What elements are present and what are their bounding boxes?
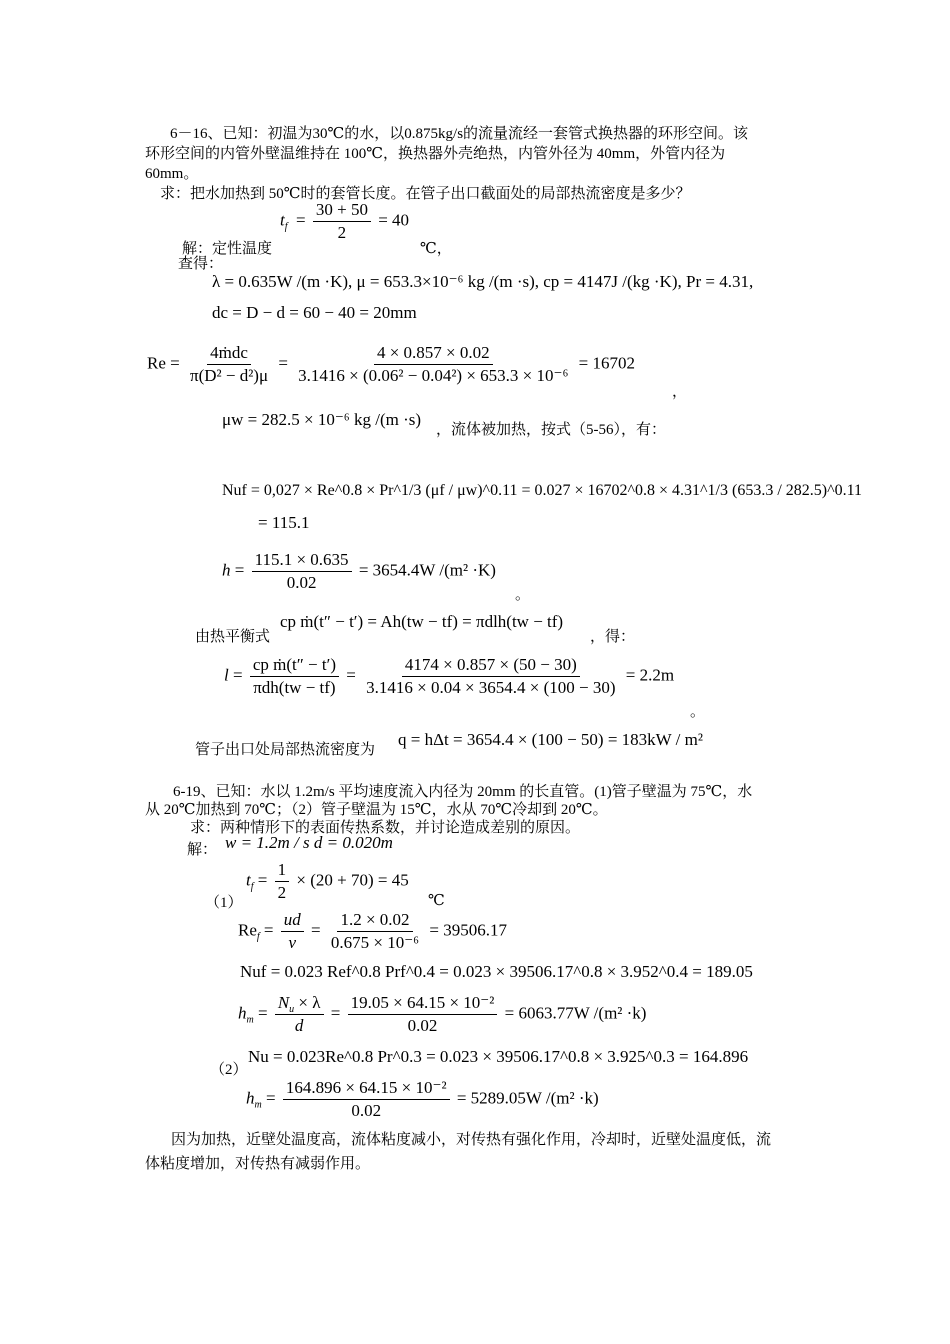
p616-l-eq: l = $\frac{\text{cp ṁ(t″ − t′)}}{\text{πdh(tw − tf)}}$ = $\frac{4174 \times 0.857 \times (50 - 30)}{3.1416 \times 0.04 \times 3654.4 \times (100 - 30)}$ = 2.2m <box>224 655 675 697</box>
p619-hm2-num: 164.896 × 64.15 × 10⁻² <box>283 1078 450 1100</box>
p616-nu-eq: Nuf = 0,027 × Re^0.8 × Pr^1/3 (μf / μw)^0.11 = 0.027 × 16702^0.8 × 4.31^1/3 (653.3 / 282.5)^0.11 <box>222 482 863 499</box>
p616-muw: μw = 282.5 × 10⁻⁶ kg /(m ·s) <box>222 410 422 429</box>
p616-l-val: = 2.2m <box>625 665 675 685</box>
p619-hm1-eq: $h_m$ = $\frac{N_u \times \lambda}{d}$ = $\frac{\text{19.05 × 64.15 × 10⁻²}}{0.02}$ = 6063.77W /(m² ·k) <box>238 993 647 1035</box>
p619-tf-den: 2 <box>277 883 287 902</box>
p619-question: 求：两种情形下的表面传热系数，并讨论造成差别的原因。 <box>190 820 581 836</box>
p616-l-den2: 3.1416 × 0.04 × 3654.4 × (100 − 30) <box>366 678 616 697</box>
p619-hm1-val: = 6063.77W /(m² ·k) <box>504 1003 647 1023</box>
p619-line2: 从 20℃加热到 70℃；（2）管子壁温为 15℃，水从 70℃冷却到 20℃。 <box>145 802 608 818</box>
p619-re-eq: $Re_f$ = $\frac{ud}{v}$ = $\frac{1.2 \times 0.02}{\text{0.675 × 10⁻⁶}}$ = 39506.17 <box>238 910 507 952</box>
p616-tf-num: 30 + 50 <box>313 200 371 222</box>
p619-conclusion-line2: 体粘度增加，对传热有减弱作用。 <box>145 1156 371 1172</box>
p616-re-num1: 4ṁdc <box>207 343 251 365</box>
p616-re-den1: π(D² − d²)μ <box>189 366 269 385</box>
p616-period2: 。 <box>690 704 706 720</box>
p619-re-den: 0.675 × 10⁻⁶ <box>330 933 420 952</box>
p616-line3: 60mm。 <box>145 166 199 182</box>
p619-conclusion-line1: 因为加热，近壁处温度高，流体粘度减小，对传热有强化作用，冷却时，近壁处温度低，流 <box>171 1132 772 1148</box>
p616-line1: 6－16、已知：初温为30℃的水，以0.875kg/s的流量流经一套管式换热器的环形空间。该 <box>170 126 749 142</box>
p619-line1: 6-19、已知：水以 1.2m/s 平均速度流入内径为 20mm 的长直管。(1)管子壁温为 75℃，水 <box>173 784 753 800</box>
p616-tf-val: = 40 <box>378 210 410 230</box>
p616-dc: dc = D − d = 60 − 40 = 20mm <box>212 303 417 322</box>
p616-flux-label: 管子出口处局部热流密度为 <box>195 742 376 758</box>
p616-l-num2: 4174 × 0.857 × (50 − 30) <box>402 655 580 677</box>
p616-muw-note: ，流体被加热，按式（5-56），有： <box>436 422 666 438</box>
p619-case2: （2） <box>210 1062 248 1078</box>
p616-h-num: 115.1 × 0.635 <box>252 550 352 572</box>
p616-celsius: ℃， <box>420 241 452 257</box>
p616-h-val: = 3654.4W /(m² ·K) <box>358 560 496 580</box>
p619-nu2-eq: Nu = 0.023Re^0.8 Pr^0.3 = 0.023 × 39506.17^0.8 × 3.925^0.3 = 164.896 <box>248 1047 749 1066</box>
p616-solution-label: 解：定性温度 <box>182 241 273 257</box>
p616-lookup: 查得： <box>178 256 224 272</box>
p619-tf-rest: × (20 + 70) = 45 <box>296 870 409 890</box>
p616-properties: λ = 0.635W /(m ·K), μ = 653.3×10⁻⁶ kg /(m ·s), cp = 4147J /(kg ·K), Pr = 4.31, <box>212 272 754 291</box>
p619-nu-eq: Nuf = 0.023 Ref^0.8 Prf^0.4 = 0.023 × 39506.17^0.8 × 3.952^0.4 = 189.05 <box>240 962 753 981</box>
p616-re-den2: 3.1416 × (0.06² − 0.04²) × 653.3 × 10⁻⁶ <box>298 366 569 385</box>
p619-case1: （1） <box>205 895 243 911</box>
p619-tf-num: 1 <box>275 860 290 882</box>
p616-question: 求：把水加热到 50℃时的套管长度。在管子出口截面处的局部热流密度是多少？ <box>160 186 691 202</box>
p619-hm2-den: 0.02 <box>351 1101 382 1120</box>
p619-hm1-num: 19.05 × 64.15 × 10⁻² <box>348 993 498 1015</box>
p619-hm2-eq: $h_m$ = $\frac{\text{164.896 × 64.15 × 10⁻²}}{0.02}$ = 5289.05W /(m² ·k) <box>246 1078 599 1120</box>
p616-l-den1: πdh(tw − tf) <box>253 678 336 697</box>
p616-tf-eq: $t_f$ = $\frac{30 + 50}{2}$ = 40 <box>280 200 410 242</box>
p616-balance-eq: cp ṁ(t″ − t′) = Ah(tw − tf) = πdlh(tw − tf) <box>280 612 564 631</box>
p616-h-den: 0.02 <box>286 573 317 592</box>
p616-get: ，得： <box>590 629 636 645</box>
p619-hm2-val: = 5289.05W /(m² ·k) <box>456 1088 599 1108</box>
p616-nu-val: = 115.1 <box>258 513 310 532</box>
p616-line2: 环形空间的内管外壁温维持在 100℃，换热器外壳绝热，内管外径为 40mm，外管内径为 <box>145 146 726 162</box>
p619-re-num: 1.2 × 0.02 <box>337 910 412 932</box>
p619-re-val: = 39506.17 <box>429 920 507 940</box>
p616-tf-den: 2 <box>337 223 347 242</box>
p616-l-num1: cp ṁ(t″ − t′) <box>250 655 339 677</box>
p619-given: w = 1.2m / s d = 0.020m <box>225 833 393 852</box>
p616-re-eq: Re = $\frac{\text{4ṁdc}}{\text{π(D² − d²)μ}}$ = $\frac{4 \times 0.857 \times 0.02}{\text{3.1416 × (0.06² − 0.04²) × 653.3 × 10⁻⁶}}$ = 16702 <box>147 343 636 385</box>
p619-solution-label: 解： <box>187 842 218 858</box>
p616-re-val: = 16702 <box>578 353 636 373</box>
p616-balance-label: 由热平衡式 <box>195 629 271 645</box>
p619-tf-eq: $t_f$ = $\frac{1}{2}$ × (20 + 70) = 45 <box>246 860 409 902</box>
p619-celsius: ℃ <box>428 893 445 909</box>
p616-re-num2: 4 × 0.857 × 0.02 <box>374 343 493 365</box>
p616-flux-eq: q = hΔt = 3654.4 × (100 − 50) = 183kW / m² <box>398 730 703 749</box>
p619-hm1-den: 0.02 <box>407 1016 438 1035</box>
p616-comma: ， <box>672 384 688 400</box>
p616-period1: 。 <box>515 587 531 603</box>
p616-h-eq: h = $\frac{115.1 \times 0.635}{0.02}$ = 3654.4W /(m² ·K) <box>222 550 496 592</box>
